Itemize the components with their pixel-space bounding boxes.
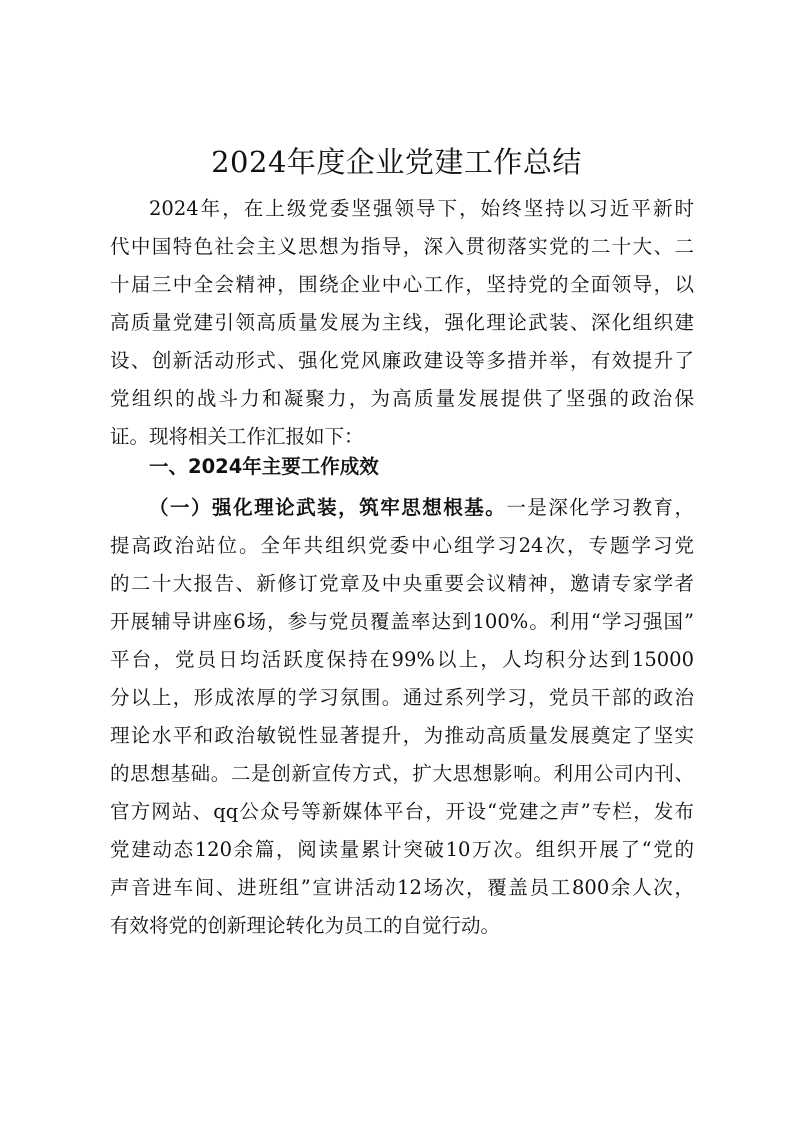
body-line-1: 提高政治站位。全年共组织党委中心组学习24次，专题学习党 (110, 534, 694, 557)
subsection-first-line (149, 494, 694, 522)
section-heading: 一、2024年主要工作成效 (149, 455, 379, 478)
subsection-heading: （一）强化理论武装，筑牢思想根基。 (149, 496, 507, 519)
body-line-7: 的思想基础。二是创新宣传方式，扩大思想影响。利用公司内刊、 (110, 762, 694, 785)
intro-line-3: 十届三中全会精神，围绕企业中心工作，坚持党的全面领导，以 (110, 273, 694, 296)
body-line-6: 理论水平和政治敏锐性显著提升，为推动高质量发展奠定了坚实 (110, 724, 694, 747)
intro-line-6: 党组织的战斗力和凝聚力，为高质量发展提供了坚强的政治保 (110, 387, 694, 410)
intro-line-2: 代中国特色社会主义思想为指导，深入贯彻落实党的二十大、二 (110, 235, 694, 258)
body-line-5: 分以上，形成浓厚的学习氛围。通过系列学习，党员干部的政治 (110, 686, 694, 709)
body-line-9: 党建动态120余篇，阅读量累计突破10万次。组织开展了“党的 (110, 838, 694, 861)
intro-line-1: 2024年，在上级党委坚强领导下，始终坚持以习近平新时 (149, 197, 694, 220)
subsection-first-line-rest: 一是深化学习教育， (506, 496, 694, 519)
body-line-3: 开展辅导讲座6场，参与党员覆盖率达到100%。利用“学习强国” (110, 610, 694, 633)
intro-line-5: 设、创新活动形式、强化党风廉政建设等多措并举，有效提升了 (110, 349, 694, 372)
body-line-11: 有效将党的创新理论转化为员工的自觉行动。 (110, 914, 501, 937)
document-title: 2024年度企业党建工作总结 (211, 145, 582, 179)
body-line-4: 平台，党员日均活跃度保持在99%以上，人均积分达到15000 (110, 648, 694, 671)
body-line-2: 的二十大报告、新修订党章及中央重要会议精神，邀请专家学者 (110, 572, 694, 595)
intro-line-4: 高质量党建引领高质量发展为主线，强化理论武装、深化组织建 (110, 311, 694, 334)
body-line-8: 官方网站、qq公众号等新媒体平台，开设“党建之声”专栏，发布 (110, 800, 694, 823)
body-line-10: 声音进车间、进班组”宣讲活动12场次，覆盖员工800余人次， (110, 876, 694, 899)
intro-line-7: 证。现将相关工作汇报如下： (110, 425, 364, 448)
